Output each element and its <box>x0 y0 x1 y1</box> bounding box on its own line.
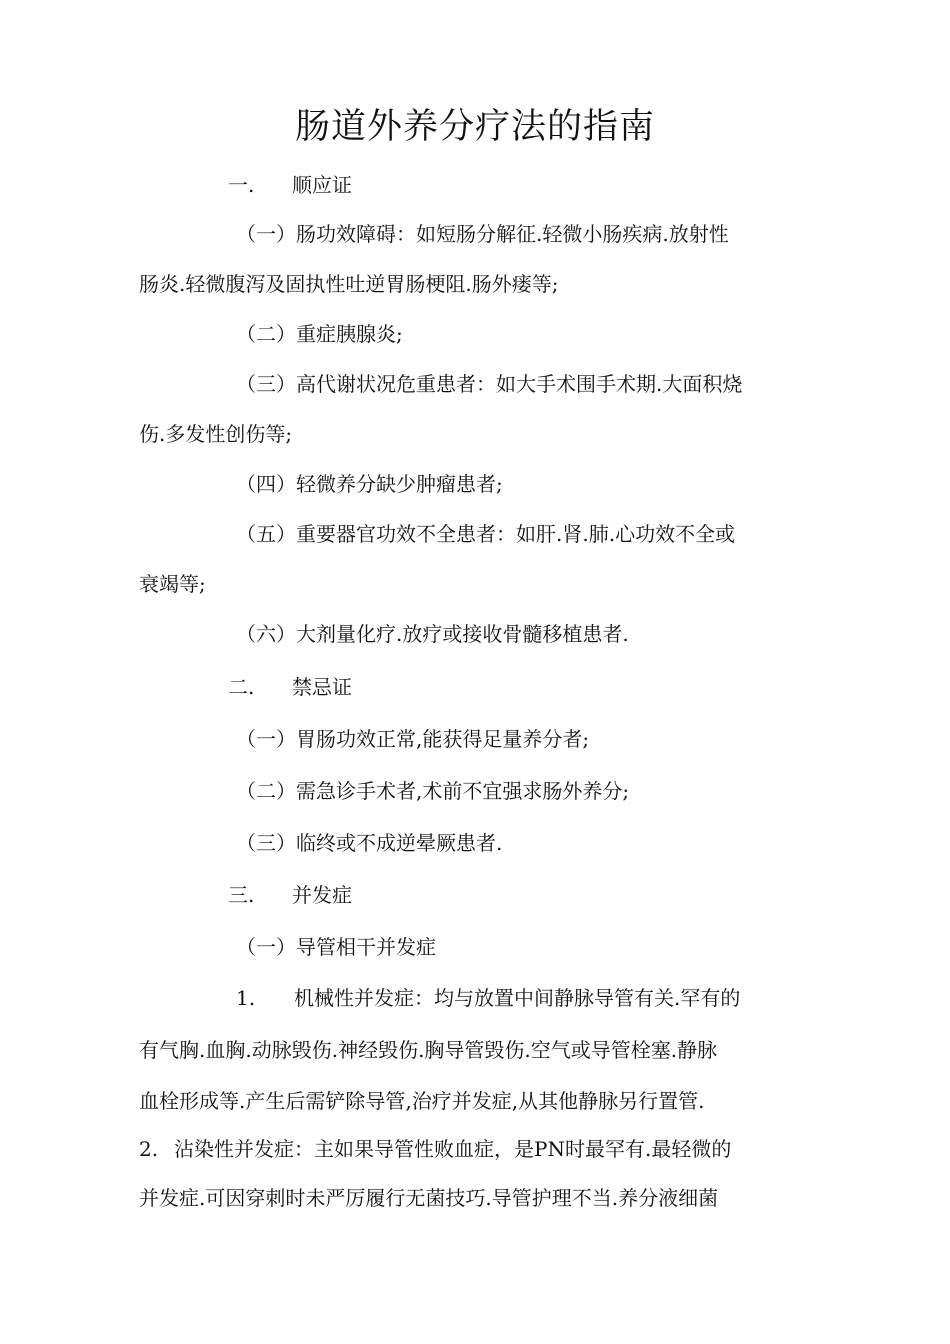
section-number: 三. <box>228 883 255 907</box>
section-heading <box>228 170 352 200</box>
section-title: 并发症 <box>292 883 352 907</box>
paragraph-line: （一）胃肠功效正常,能获得足量养分者; <box>236 727 590 751</box>
paragraph-line: （一）肠功效障碍：如短肠分解征.轻微小肠疾病.放射性 <box>236 222 729 246</box>
paragraph-line: （二）需急诊手术者,术前不宜强求肠外养分; <box>236 779 630 803</box>
paragraph-line: 衰竭等; <box>139 572 206 596</box>
paragraph-line: 血栓形成等.产生后需铲除导管,治疗并发症,从其他静脉另行置管. <box>139 1089 705 1113</box>
item-number: 2. <box>139 1137 159 1161</box>
paragraph-line: 伤.多发性创伤等; <box>139 422 293 446</box>
paragraph-line: （六）大剂量化疗.放疗或接收骨髓移植患者. <box>236 622 629 646</box>
paragraph-line: （四）轻微养分缺少肿瘤患者; <box>236 472 503 496</box>
section-title: 禁忌证 <box>292 675 352 699</box>
section-number: 一. <box>228 173 255 197</box>
section-title: 顺应证 <box>292 173 352 197</box>
numbered-item <box>236 983 740 1013</box>
paragraph-line: 有气胸.血胸.动脉毁伤.神经毁伤.胸导管毁伤.空气或导管栓塞.静脉 <box>139 1038 718 1062</box>
paragraph-line: 肠炎.轻微腹泻及固执性吐逆胃肠梗阻.肠外瘘等; <box>139 272 559 296</box>
document-title: 肠道外养分疗法的指南 <box>294 107 655 147</box>
paragraph-line: （二）重症胰腺炎; <box>236 322 403 346</box>
section-number: 二. <box>228 675 255 699</box>
paragraph-line: （三）临终或不成逆晕厥患者. <box>236 831 503 855</box>
paragraph-line: 沾染性并发症：主如果导管性败血症，是PN时最罕有.最轻微的 <box>174 1137 732 1161</box>
paragraph-line: （三）高代谢状况危重患者：如大手术围手术期.大面积烧 <box>236 372 743 396</box>
paragraph-line: 机械性并发症：均与放置中间静脉导管有关.罕有的 <box>294 986 741 1010</box>
paragraph-line: （一）导管相干并发症 <box>236 935 436 959</box>
numbered-item <box>139 1134 731 1164</box>
section-heading <box>228 880 352 910</box>
paragraph-line: （五）重要器官功效不全患者：如肝.肾.肺.心功效不全或 <box>236 522 736 546</box>
paragraph-line: 并发症.可因穿刺时未严厉履行无菌技巧.导管护理不当.养分液细菌 <box>139 1186 719 1210</box>
section-heading <box>228 672 352 702</box>
item-number: 1. <box>236 986 256 1010</box>
